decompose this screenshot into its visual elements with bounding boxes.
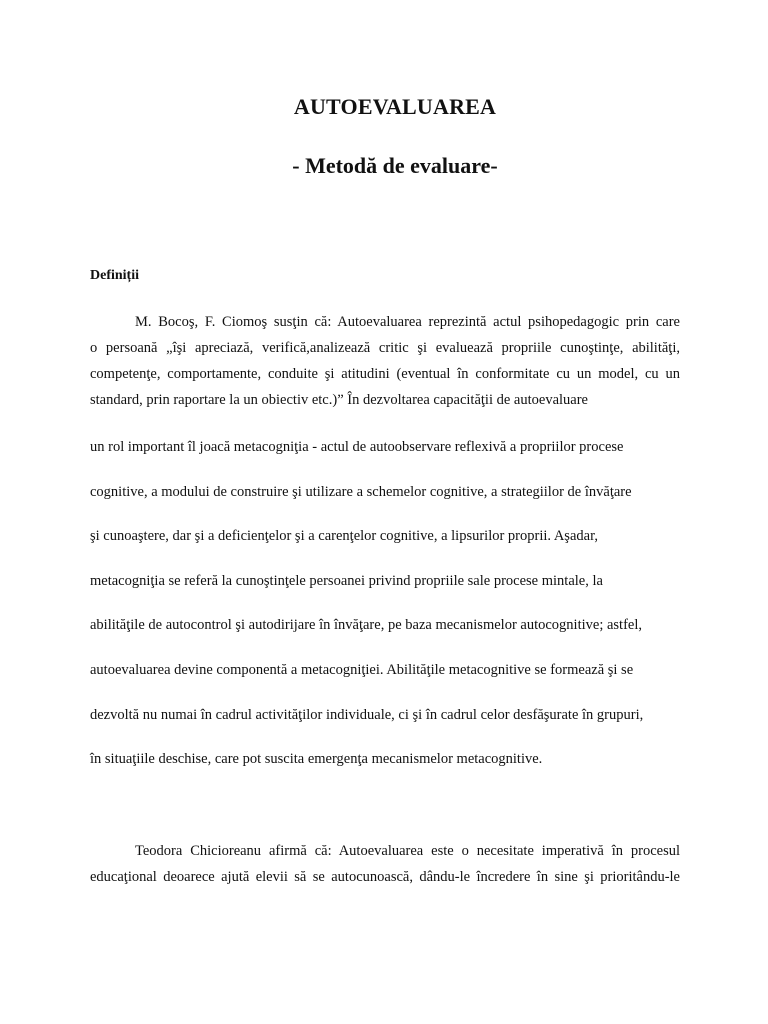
section-heading: Definiții [90, 268, 139, 283]
paragraph-1 [90, 309, 680, 413]
paragraph-line: Teodora Chicioreanu afirmă că: Autoevaluarea este o necesitate imperativă în procesul [135, 843, 680, 859]
paragraph-line: educaţional deoarece ajută elevii să se autocunoască, dându-le încredere în sine şi prioritându-le [90, 869, 680, 885]
paragraph-line: cognitive, a modului de construire şi utilizare a schemelor cognitive, a strategiilor de învăţare [90, 483, 632, 500]
document-title: AUTOEVALUAREA [293, 94, 497, 119]
paragraph-line: dezvoltă nu numai în cadrul activităţilor individuale, ci şi în cadrul celor desfăşurate în grupuri, [90, 706, 644, 723]
paragraph-line: competenţe, comportamente, conduite şi atitudini (eventual în conformitate cu un model, cu un [90, 366, 680, 382]
paragraph-line: în situaţiile deschise, care pot suscita emergenţa mecanismelor metacognitive. [90, 751, 543, 768]
paragraph-line: şi cunoaştere, dar şi a deficienţelor şi a carenţelor cognitive, a lipsurilor proprii. Aşadar, [90, 528, 598, 545]
paragraph-line: un rol important îl joacă metacogniţia - actul de autoobservare reflexivă a propriilor procese [90, 439, 624, 455]
paragraph-line: o persoană „îşi apreciază, verifică,analizează critic şi evaluează propriile cunoştinţe, abilităţi, [90, 340, 680, 356]
paragraph-line: M. Bocoş, F. Ciomoş susţin că: Autoevaluarea reprezintă actul psihopedagogic prin care [135, 314, 680, 330]
paragraph-line: metacogniţia se referă la cunoştinţele persoanei privind propriile sale procese mintale, la [90, 572, 603, 589]
paragraph-line: standard, prin raportare la un obiectiv etc.)” În dezvoltarea capacităţii de autoevaluare [90, 392, 588, 408]
paragraph-3 [90, 838, 680, 890]
paragraph-line: autoevaluarea devine componentă a metacogniţiei. Abilităţile metacognitive se formează şi se [90, 661, 634, 678]
document-subtitle: - Metodă de evaluare- [292, 153, 498, 178]
paragraph-2 [90, 437, 690, 794]
paragraph-line: abilităţile de autocontrol şi autodirijare în învăţare, pe baza mecanismelor autocognitive; astfel, [90, 617, 642, 634]
